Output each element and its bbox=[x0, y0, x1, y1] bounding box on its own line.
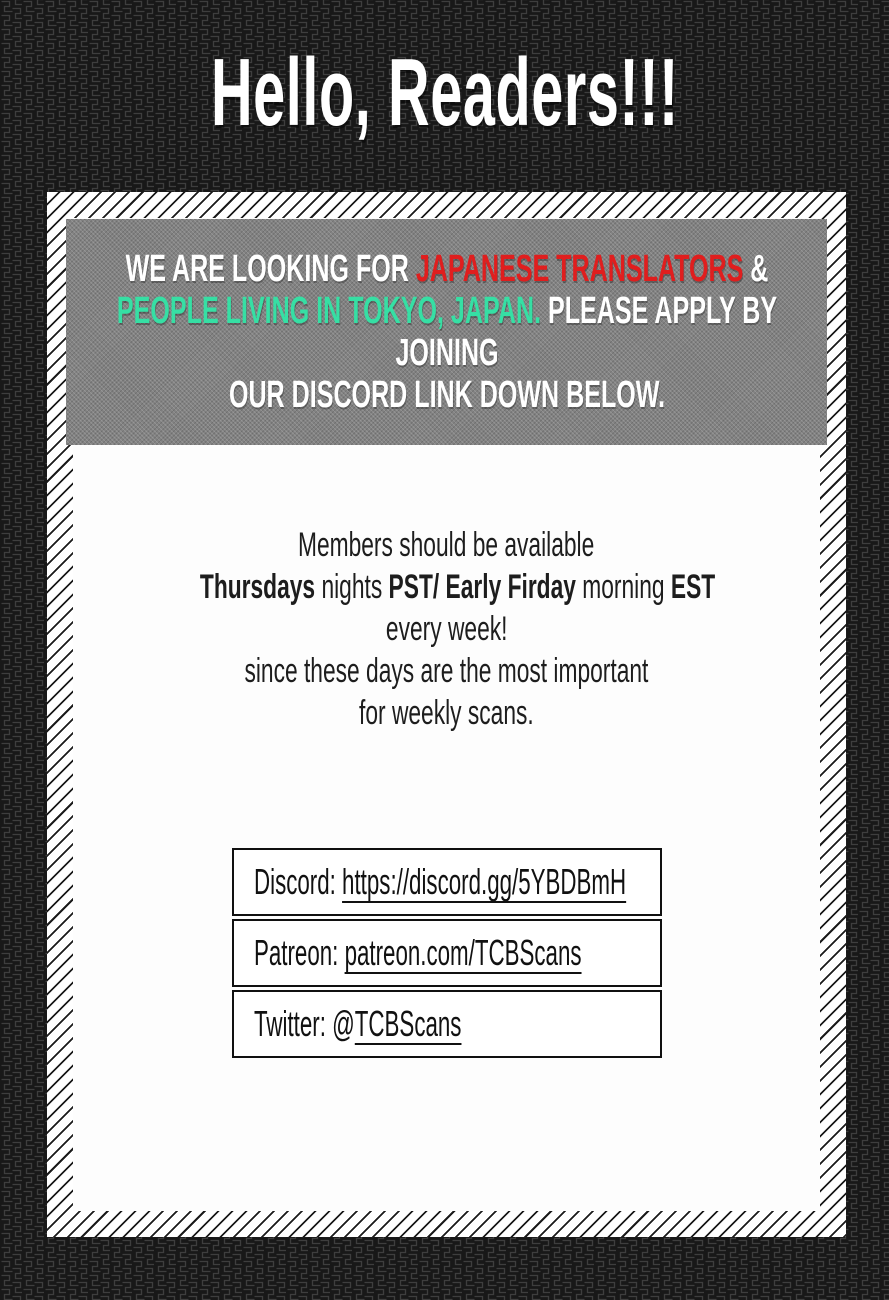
recruitment-highlight-translators: JAPANESE TRANSLATORS bbox=[415, 248, 743, 290]
schedule-line-4: since these days are the most important bbox=[244, 652, 649, 690]
discord-link[interactable]: https://discord.gg/5YBDBmH bbox=[341, 861, 626, 902]
recruitment-highlight-tokyo: PEOPLE LIVING IN TOKYO, JAPAN. bbox=[116, 290, 541, 332]
recruitment-banner bbox=[66, 219, 827, 445]
twitter-label: Twitter: @ bbox=[253, 1003, 355, 1044]
discord-row bbox=[232, 848, 662, 916]
twitter-link[interactable]: TCBScans bbox=[354, 1003, 461, 1044]
schedule-est-bold: EST bbox=[670, 568, 716, 606]
page-title: Hello, Readers!!! bbox=[210, 39, 679, 146]
recruitment-ampersand: & bbox=[742, 248, 768, 290]
schedule-line-2: Thursdays nights PST/ Early Firday morning EST bbox=[199, 568, 716, 606]
recruitment-below: OUR DISCORD LINK DOWN BELOW. bbox=[228, 374, 665, 416]
twitter-row bbox=[232, 990, 662, 1058]
discord-label: Discord: bbox=[253, 861, 342, 902]
patreon-label: Patreon: bbox=[253, 932, 345, 973]
recruitment-intro: WE ARE LOOKING FOR bbox=[125, 248, 416, 290]
schedule-days-bold: Thursdays bbox=[199, 568, 316, 606]
schedule-text bbox=[73, 524, 820, 734]
schedule-line-5: for weekly scans. bbox=[359, 694, 534, 732]
patreon-row bbox=[232, 919, 662, 987]
recruitment-text bbox=[67, 248, 826, 416]
schedule-line-1: Members should be available bbox=[298, 526, 595, 564]
patreon-link[interactable]: patreon.com/TCBScans bbox=[344, 932, 582, 973]
links-box bbox=[232, 848, 662, 1058]
recruitment-apply: PLEASE APPLY BY JOINING bbox=[394, 290, 777, 374]
schedule-pst-bold: PST/ Early Firday bbox=[388, 568, 576, 606]
content-panel bbox=[47, 192, 846, 1237]
schedule-line-3: every week! bbox=[385, 610, 508, 648]
panel-inner bbox=[73, 218, 820, 1211]
